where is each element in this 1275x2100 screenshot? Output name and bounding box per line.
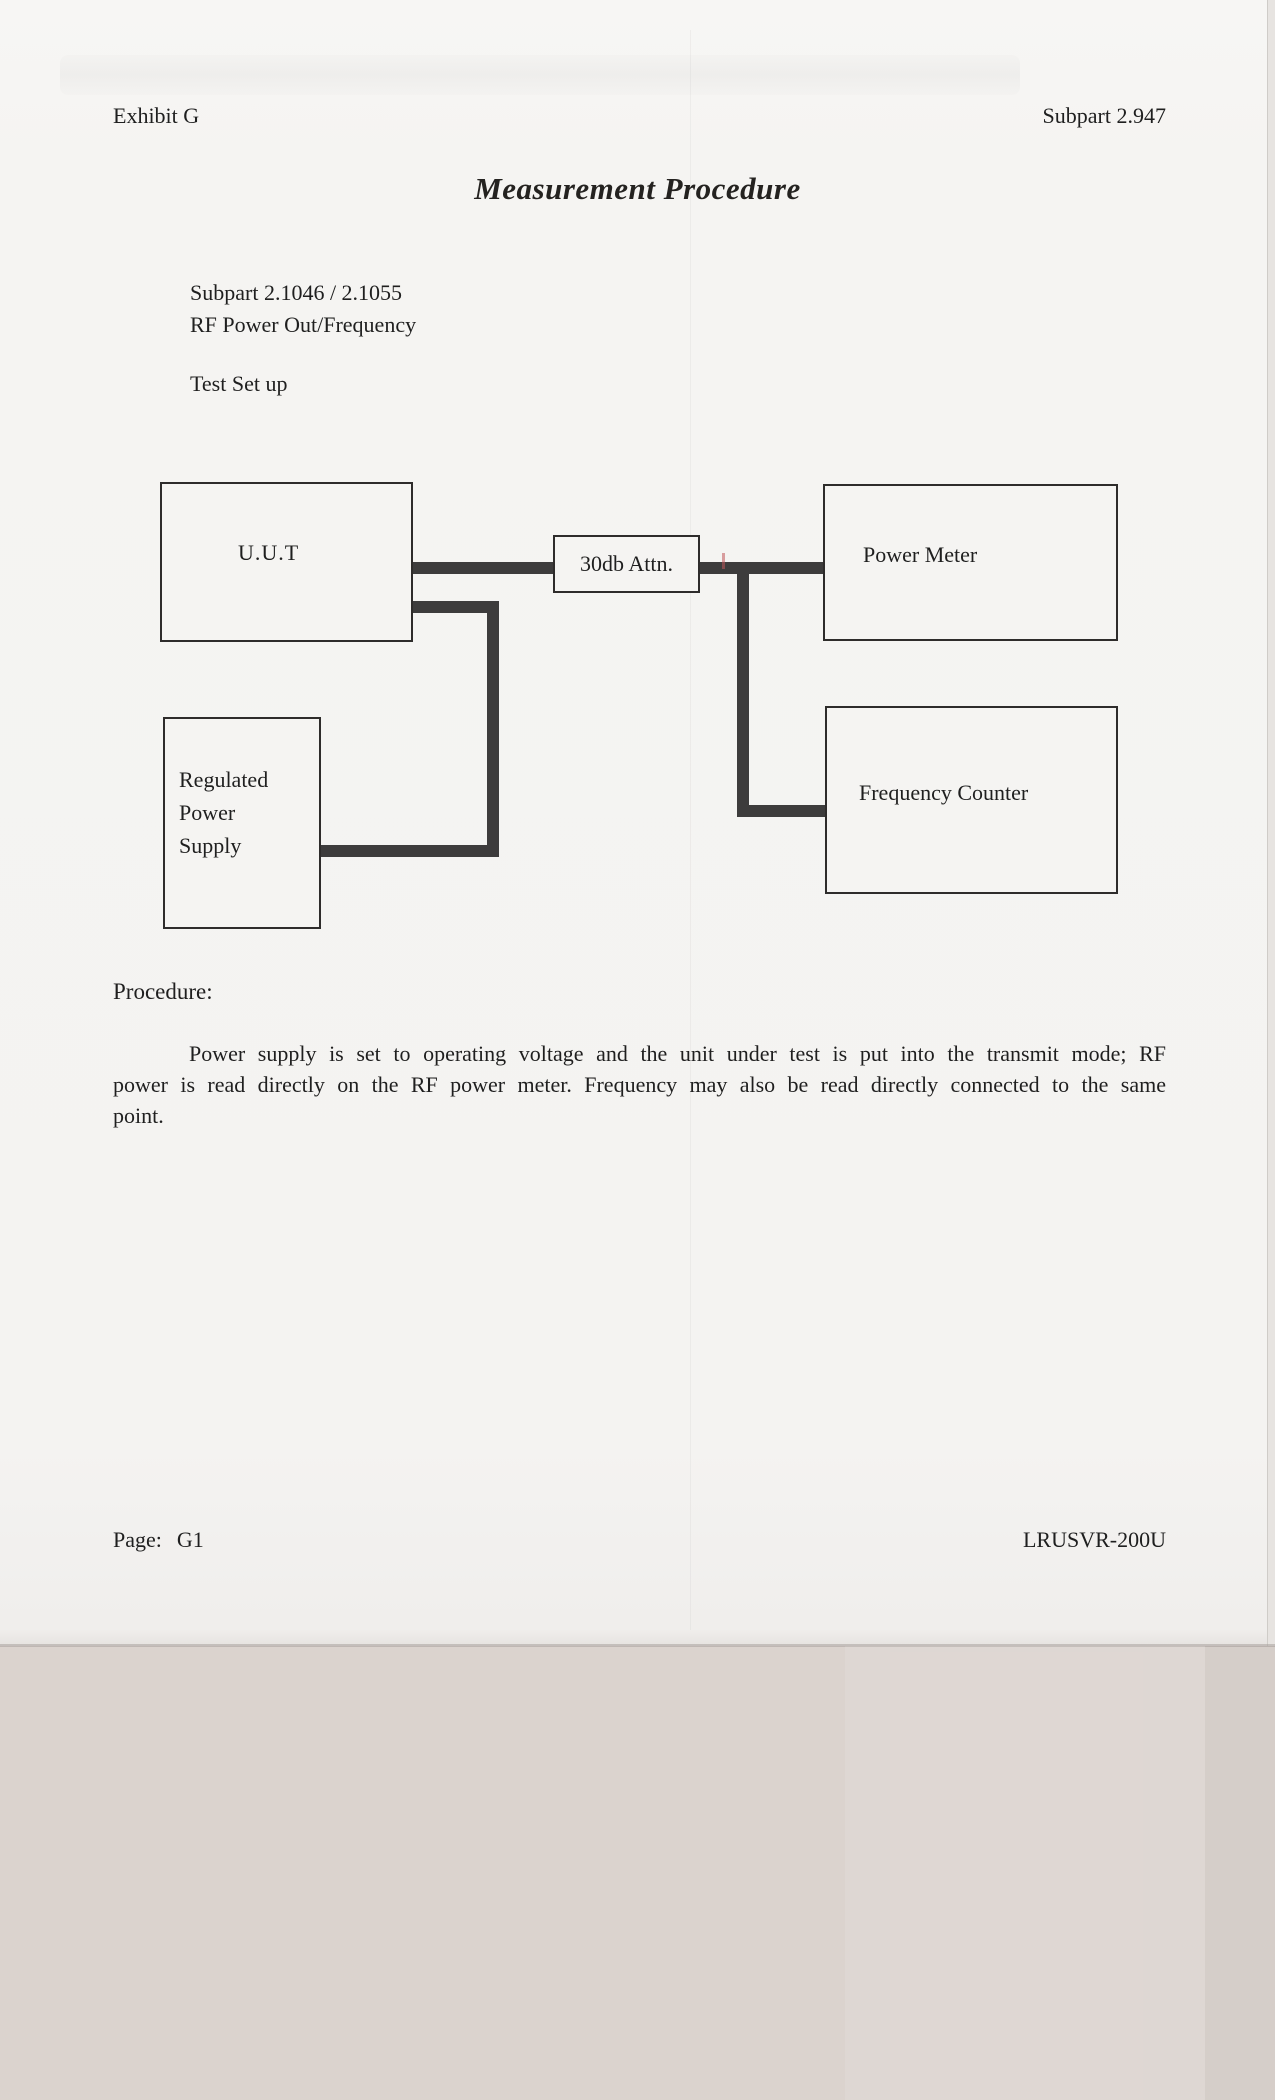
wire-from-power-supply [321,845,499,857]
procedure-heading: Procedure: [113,979,213,1004]
wire-uut-to-attenuator [413,562,554,574]
header-subpart-label: Subpart 2.947 [1042,103,1166,128]
uut-label: U.U.T [238,540,300,565]
procedure-line-2: power is read directly on the RF power meter. Frequency may also be read directly connected to the same [113,1072,1166,1097]
procedure-line-1: Power supply is set to operating voltage and the unit under test is put into the transmit mode; RF [189,1041,1166,1066]
wire-elbow-down-to-supply [487,601,499,857]
power-meter-label: Power Meter [863,542,978,567]
header-exhibit-label: Exhibit G [113,103,200,128]
attenuator-label: 30db Attn. [580,551,673,576]
regulated-power-supply-box [163,717,321,929]
wire-attenuator-to-power-meter [699,562,823,574]
procedure-paragraph [113,1038,1166,1131]
subpart-reference-line: Subpart 2.1046 / 2.1055 [190,280,403,305]
scan-seam-artifact [690,30,691,1630]
footer-page-number [113,1527,204,1553]
wire-tee-down-to-counter [737,562,749,817]
footer-page-value: G1 [176,1527,204,1552]
test-setup-label: Test Set up [190,371,288,396]
frequency-counter-box [825,706,1118,894]
test-name-line: RF Power Out/Frequency [190,312,417,337]
procedure-line-3: point. [113,1103,164,1128]
backdrop-band-dark [1205,1646,1275,2100]
rps-label-line-1: Regulated [179,767,269,792]
frequency-counter-label: Frequency Counter [859,780,1029,805]
uut-box [160,482,413,642]
page-title: Measurement Procedure [474,171,801,206]
page-right-edge [1267,0,1275,1646]
regulated-power-supply-label [179,763,268,862]
attenuator-box [553,535,700,593]
wire-into-frequency-counter [737,805,826,817]
backdrop-band-light [845,1646,1205,2100]
footer-document-id: LRUSVR-200U [1022,1527,1166,1552]
scan-noise-artifact [60,55,1020,95]
rps-label-line-3: Supply [179,833,242,858]
power-meter-box [823,484,1118,641]
footer-page-label: Page: [113,1527,162,1552]
red-scan-mark-artifact [722,553,725,569]
rps-label-line-2: Power [179,800,236,825]
